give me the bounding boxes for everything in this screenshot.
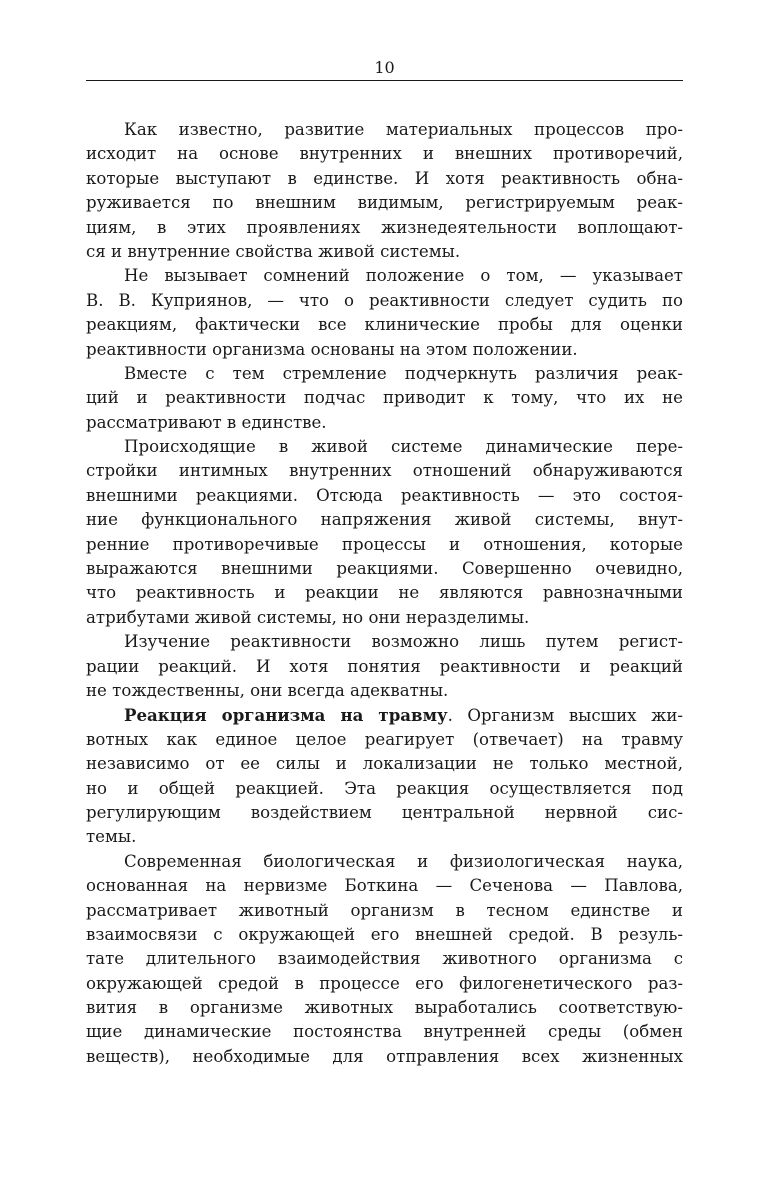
text-line: ся и внутренние свойства живой системы. bbox=[86, 241, 461, 261]
text-line bbox=[86, 703, 683, 727]
paragraph bbox=[86, 850, 683, 1070]
paragraph bbox=[86, 264, 683, 362]
text-line: В. В. Куприянов, — что о реактивности следует судить по bbox=[86, 290, 683, 310]
text-line: Изучение реактивности возможно лишь путем регист- bbox=[124, 632, 683, 652]
text-line: что реактивность и реакции не являются равнозначными bbox=[86, 583, 683, 603]
text-line: Не вызывает сомнений положение о том, — указывает bbox=[124, 266, 683, 286]
text-line: циям, в этих проявлениях жизнедеятельности воплощают- bbox=[86, 217, 683, 237]
text-line: рассматривает животный организм в тесном единстве и bbox=[86, 900, 683, 920]
text-line: веществ), необходимые для отправления всех жизненных bbox=[86, 1046, 683, 1066]
paragraph bbox=[86, 362, 683, 435]
text-line: ций и реактивности подчас приводит к тому, что их не bbox=[86, 388, 683, 408]
text-line: реактивности организма основаны на этом положении. bbox=[86, 339, 578, 359]
text-line: ние функционального напряжения живой системы, внут- bbox=[86, 510, 683, 530]
text-line: Как известно, развитие материальных процессов про- bbox=[124, 120, 683, 139]
text-line: Современная биологическая и физиологическая наука, bbox=[124, 851, 683, 871]
text-body bbox=[86, 118, 683, 1069]
text-line: щие динамические постоянства внутренней среды (обмен bbox=[86, 1022, 683, 1042]
text-line: Происходящие в живой системе динамические пере- bbox=[124, 437, 683, 457]
text-line: тате длительного взаимодействия животного организма с bbox=[86, 949, 683, 969]
paragraph bbox=[86, 630, 683, 703]
text-line: но и общей реакцией. Эта реакция осуществляется под bbox=[86, 778, 683, 798]
page-number: 10 bbox=[374, 58, 395, 77]
text-line: реакциям, фактически все клинические пробы для оценки bbox=[86, 315, 683, 335]
text-line: атрибутами живой системы, но они неразделимы. bbox=[86, 607, 530, 627]
text-line: рассматривают в единстве. bbox=[86, 412, 327, 432]
text-line: выражаются внешними реакциями. Совершенно очевидно, bbox=[86, 559, 683, 579]
text-line: взаимосвязи с окружающей его внешней средой. В резуль- bbox=[86, 924, 683, 944]
section-heading: Реакция организма на травму bbox=[124, 705, 448, 726]
text-line: независимо от ее силы и локализации не только местной, bbox=[86, 754, 683, 774]
text-line: стройки интимных внутренних отношений обнаруживаются bbox=[86, 461, 683, 481]
text-fragment: . Организм высших жи- bbox=[447, 706, 683, 726]
text-line: которые выступают в единстве. И хотя реактивность обна- bbox=[86, 168, 683, 188]
paragraph bbox=[86, 703, 683, 849]
paragraph bbox=[86, 118, 683, 264]
text-line: вотных как единое целое реагирует (отвечает) на травму bbox=[86, 729, 683, 749]
text-line: руживается по внешним видимым, регистрируемым реак- bbox=[86, 193, 683, 213]
text-line: не тождественны, они всегда адекватны. bbox=[86, 680, 449, 700]
text-line: вития в организме животных выработались соответствую- bbox=[86, 998, 683, 1018]
text-line: темы. bbox=[86, 827, 137, 847]
header-rule bbox=[86, 80, 683, 81]
text-line: рации реакций. И хотя понятия реактивности и реакций bbox=[86, 656, 683, 676]
text-line: окружающей средой в процессе его филогенетического раз- bbox=[86, 973, 683, 993]
paragraph bbox=[86, 435, 683, 630]
text-line: регулирующим воздействием центральной нервной сис- bbox=[86, 802, 683, 822]
text-line: внешними реакциями. Отсюда реактивность — это состоя- bbox=[86, 485, 683, 505]
text-line: ренние противоречивые процессы и отношения, которые bbox=[86, 534, 683, 554]
text-line: основанная на нервизме Боткина — Сеченова — Павлова, bbox=[86, 876, 683, 896]
text-line: исходит на основе внутренних и внешних противоречий, bbox=[86, 144, 683, 164]
text-line: Вместе с тем стремление подчеркнуть различия реак- bbox=[124, 363, 683, 383]
